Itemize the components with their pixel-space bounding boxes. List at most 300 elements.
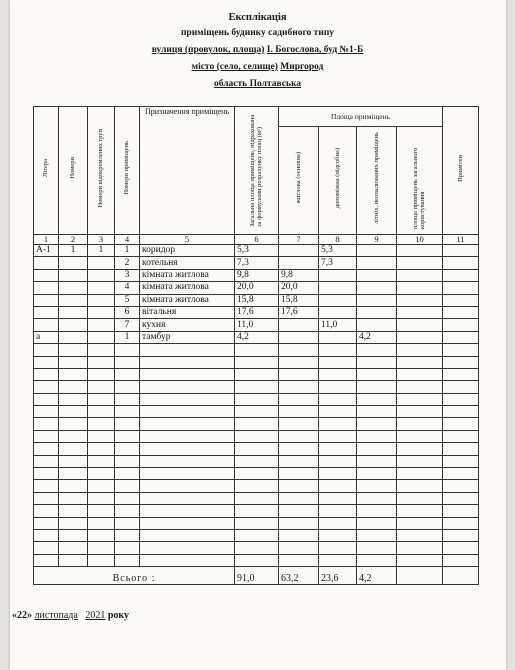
header-group-numbers: Номери відокремлених груп <box>88 107 115 235</box>
cell-aux <box>319 331 357 343</box>
cell-empty <box>115 430 140 442</box>
cell-empty <box>235 356 279 368</box>
cell-summer <box>357 257 397 269</box>
document-title: Експлікація <box>228 12 287 23</box>
col-number: 1 <box>34 235 59 245</box>
cell-empty <box>140 529 235 541</box>
cell-empty <box>279 368 319 380</box>
col-number: 6 <box>235 235 279 245</box>
cell-empty <box>397 393 443 405</box>
cell-empty <box>34 356 59 368</box>
cell-empty <box>357 554 397 566</box>
totals-summer: 4,2 <box>357 567 397 585</box>
cell-empty <box>319 381 357 393</box>
cell-empty <box>235 517 279 529</box>
cell-group <box>88 331 115 343</box>
cell-empty <box>397 455 443 467</box>
cell-empty <box>235 468 279 480</box>
cell-empty <box>319 430 357 442</box>
date-line <box>12 610 129 621</box>
cell-empty <box>357 455 397 467</box>
blank-row <box>34 443 479 455</box>
cell-empty <box>279 406 319 418</box>
cell-empty <box>115 542 140 554</box>
blank-row <box>34 554 479 566</box>
cell-room: 1 <box>115 331 140 343</box>
cell-empty <box>235 492 279 504</box>
cell-empty <box>59 492 88 504</box>
cell-empty <box>279 517 319 529</box>
cell-empty <box>88 406 115 418</box>
cell-empty <box>319 542 357 554</box>
cell-empty <box>88 468 115 480</box>
cell-empty <box>235 480 279 492</box>
header-area-group: Площа приміщень <box>279 107 443 127</box>
cell-group <box>88 319 115 331</box>
cell-empty <box>357 381 397 393</box>
cell-empty <box>443 517 479 529</box>
totals-total: 91,0 <box>235 567 279 585</box>
cell-summer <box>357 319 397 331</box>
cell-total: 17,6 <box>235 306 279 318</box>
cell-name: коридор <box>140 245 235 257</box>
cell-empty <box>397 505 443 517</box>
cell-empty <box>115 418 140 430</box>
cell-name: кімната житлова <box>140 269 235 281</box>
cell-empty <box>235 430 279 442</box>
cell-empty <box>140 381 235 393</box>
city-line <box>0 62 515 72</box>
cell-empty <box>34 418 59 430</box>
header-nomery: Номери <box>59 107 88 235</box>
totals-aux: 23,6 <box>319 567 357 585</box>
cell-empty <box>397 282 443 294</box>
cell-empty <box>319 393 357 405</box>
cell-empty <box>235 505 279 517</box>
cell-empty <box>397 529 443 541</box>
cell-name: вітальня <box>140 306 235 318</box>
cell-empty <box>59 368 88 380</box>
cell-empty <box>88 492 115 504</box>
cell-empty <box>279 455 319 467</box>
cell-empty <box>59 418 88 430</box>
cell-empty <box>140 393 235 405</box>
cell-empty <box>279 542 319 554</box>
cell-empty <box>115 356 140 368</box>
cell-empty <box>34 430 59 442</box>
cell-litera <box>34 306 59 318</box>
cell-aux <box>319 306 357 318</box>
cell-empty <box>443 480 479 492</box>
cell-empty <box>443 542 479 554</box>
cell-empty <box>397 294 443 306</box>
cell-empty <box>319 443 357 455</box>
blank-row <box>34 542 479 554</box>
cell-living: 20,0 <box>279 282 319 294</box>
cell-empty <box>443 492 479 504</box>
blank-row <box>34 344 479 356</box>
cell-summer <box>357 282 397 294</box>
cell-nomer <box>59 257 88 269</box>
cell-room: 3 <box>115 269 140 281</box>
cell-empty <box>357 344 397 356</box>
header-purpose: Призначення приміщень <box>140 107 235 235</box>
cell-empty <box>34 455 59 467</box>
cell-empty <box>357 356 397 368</box>
cell-empty <box>443 294 479 306</box>
cell-room: 4 <box>115 282 140 294</box>
cell-summer: 4,2 <box>357 331 397 343</box>
cell-empty <box>88 542 115 554</box>
table-row <box>34 294 479 306</box>
cell-empty <box>140 356 235 368</box>
cell-empty <box>34 443 59 455</box>
cell-empty <box>34 344 59 356</box>
cell-group: 1 <box>88 245 115 257</box>
cell-empty <box>88 344 115 356</box>
cell-living: 17,6 <box>279 306 319 318</box>
cell-empty <box>88 430 115 442</box>
cell-empty <box>88 505 115 517</box>
date-year: 2021 <box>85 610 106 621</box>
cell-empty <box>88 368 115 380</box>
cell-empty <box>59 517 88 529</box>
col-number: 8 <box>319 235 357 245</box>
cell-empty <box>357 393 397 405</box>
blank-row <box>34 455 479 467</box>
cell-aux <box>319 282 357 294</box>
cell-empty <box>115 517 140 529</box>
header-room-numbers: Номери приміщень <box>115 107 140 235</box>
cell-empty <box>443 257 479 269</box>
cell-nomer <box>59 319 88 331</box>
cell-empty <box>140 368 235 380</box>
table-row <box>34 245 479 257</box>
cell-empty <box>115 406 140 418</box>
cell-empty <box>357 542 397 554</box>
cell-empty <box>443 245 479 257</box>
document-subtitle: приміщень будинку садибного типу <box>180 28 335 38</box>
totals-row <box>34 567 479 585</box>
cell-empty <box>397 492 443 504</box>
cell-empty <box>34 517 59 529</box>
cell-summer <box>357 245 397 257</box>
cell-total: 9,8 <box>235 269 279 281</box>
cell-summer <box>357 294 397 306</box>
cell-empty <box>34 492 59 504</box>
cell-empty <box>279 344 319 356</box>
cell-empty <box>443 282 479 294</box>
header-total-area: Загальна площа приміщень, підрахована за формулами розрахунку площ (м²) <box>235 107 279 235</box>
cell-empty <box>397 517 443 529</box>
cell-empty <box>443 356 479 368</box>
street-value: І. Богослова, буд №1-Б <box>266 45 364 55</box>
cell-aux <box>319 294 357 306</box>
cell-empty <box>357 430 397 442</box>
date-suffix: року <box>107 610 130 621</box>
cell-empty <box>140 344 235 356</box>
table-row <box>34 269 479 281</box>
cell-empty <box>235 406 279 418</box>
cell-group <box>88 294 115 306</box>
totals-notes <box>443 567 479 585</box>
cell-empty <box>397 245 443 257</box>
cell-empty <box>59 554 88 566</box>
col-number: 10 <box>397 235 443 245</box>
cell-name: кімната житлова <box>140 282 235 294</box>
cell-empty <box>397 406 443 418</box>
cell-empty <box>279 554 319 566</box>
table-row <box>34 331 479 343</box>
cell-living <box>279 245 319 257</box>
cell-empty <box>34 554 59 566</box>
cell-empty <box>235 368 279 380</box>
cell-living: 9,8 <box>279 269 319 281</box>
cell-empty <box>443 505 479 517</box>
explication-table <box>33 106 479 585</box>
cell-empty <box>140 430 235 442</box>
cell-empty <box>115 381 140 393</box>
cell-empty <box>235 542 279 554</box>
cell-empty <box>88 356 115 368</box>
cell-empty <box>279 529 319 541</box>
cell-total: 20,0 <box>235 282 279 294</box>
table-row <box>34 306 479 318</box>
cell-living <box>279 257 319 269</box>
cell-empty <box>443 455 479 467</box>
cell-empty <box>115 480 140 492</box>
cell-empty <box>319 368 357 380</box>
cell-empty <box>443 393 479 405</box>
cell-empty <box>357 443 397 455</box>
cell-empty <box>357 368 397 380</box>
cell-litera <box>34 257 59 269</box>
table-body <box>34 245 479 567</box>
cell-empty <box>235 344 279 356</box>
cell-empty <box>279 393 319 405</box>
totals-label: Всього : <box>34 567 235 585</box>
cell-empty <box>397 356 443 368</box>
header-auxiliary: допоміжна (підсобна) <box>319 127 357 235</box>
blank-row <box>34 517 479 529</box>
cell-room: 6 <box>115 306 140 318</box>
cell-empty <box>235 418 279 430</box>
header-litera: Літера <box>34 107 59 235</box>
cell-empty <box>397 257 443 269</box>
cell-empty <box>59 455 88 467</box>
cell-nomer <box>59 269 88 281</box>
cell-empty <box>397 443 443 455</box>
blank-row <box>34 393 479 405</box>
cell-empty <box>34 406 59 418</box>
cell-empty <box>319 356 357 368</box>
cell-empty <box>140 406 235 418</box>
cell-empty <box>140 554 235 566</box>
cell-empty <box>443 529 479 541</box>
cell-empty <box>357 492 397 504</box>
col-number: 2 <box>59 235 88 245</box>
blank-row <box>34 480 479 492</box>
cell-empty <box>397 319 443 331</box>
cell-empty <box>319 505 357 517</box>
cell-litera <box>34 282 59 294</box>
city-value: Миргород <box>280 62 324 72</box>
cell-aux: 11,0 <box>319 319 357 331</box>
cell-empty <box>443 306 479 318</box>
cell-empty <box>235 529 279 541</box>
header-living: житлова (основна) <box>279 127 319 235</box>
column-number-row <box>34 235 479 245</box>
cell-empty <box>397 368 443 380</box>
cell-empty <box>319 406 357 418</box>
cell-empty <box>397 418 443 430</box>
col-number: 9 <box>357 235 397 245</box>
cell-empty <box>357 480 397 492</box>
cell-empty <box>319 554 357 566</box>
cell-empty <box>319 418 357 430</box>
cell-name: тамбур <box>140 331 235 343</box>
cell-empty <box>397 430 443 442</box>
cell-empty <box>34 529 59 541</box>
cell-empty <box>59 505 88 517</box>
cell-empty <box>115 529 140 541</box>
cell-name: кухня <box>140 319 235 331</box>
cell-nomer: 1 <box>59 245 88 257</box>
date-month: листопада <box>34 610 78 621</box>
cell-empty <box>115 505 140 517</box>
cell-empty <box>279 480 319 492</box>
cell-empty <box>34 393 59 405</box>
cell-empty <box>443 468 479 480</box>
cell-empty <box>397 331 443 343</box>
cell-empty <box>235 554 279 566</box>
col-number: 3 <box>88 235 115 245</box>
cell-empty <box>443 430 479 442</box>
cell-empty <box>140 455 235 467</box>
col-number: 5 <box>140 235 235 245</box>
cell-empty <box>34 542 59 554</box>
cell-litera: А-1 <box>34 245 59 257</box>
cell-empty <box>34 505 59 517</box>
cell-empty <box>88 554 115 566</box>
cell-empty <box>115 492 140 504</box>
cell-empty <box>115 393 140 405</box>
blank-row <box>34 368 479 380</box>
cell-litera <box>34 269 59 281</box>
table-row <box>34 282 479 294</box>
cell-room: 2 <box>115 257 140 269</box>
blank-row <box>34 418 479 430</box>
col-number: 11 <box>443 235 479 245</box>
blank-row <box>34 505 479 517</box>
cell-empty <box>88 480 115 492</box>
cell-empty <box>279 505 319 517</box>
blank-row <box>34 356 479 368</box>
cell-empty <box>279 381 319 393</box>
cell-empty <box>59 406 88 418</box>
cell-empty <box>443 381 479 393</box>
cell-empty <box>397 468 443 480</box>
cell-total: 5,3 <box>235 245 279 257</box>
cell-empty <box>319 455 357 467</box>
cell-empty <box>235 393 279 405</box>
blank-row <box>34 430 479 442</box>
cell-litera: а <box>34 331 59 343</box>
cell-room: 1 <box>115 245 140 257</box>
cell-empty <box>140 480 235 492</box>
cell-empty <box>443 319 479 331</box>
cell-nomer <box>59 294 88 306</box>
cell-empty <box>115 554 140 566</box>
region-value: область Полтавська <box>213 79 302 89</box>
cell-empty <box>34 480 59 492</box>
blank-row <box>34 406 479 418</box>
cell-empty <box>397 542 443 554</box>
header-common-use: площа приміщень загального користування <box>397 127 443 235</box>
city-prefix: місто (село, селище) <box>191 62 278 72</box>
col-number: 7 <box>279 235 319 245</box>
cell-aux <box>319 269 357 281</box>
header-notes: Примітки <box>443 107 479 235</box>
cell-empty <box>357 406 397 418</box>
cell-empty <box>140 418 235 430</box>
cell-total: 11,0 <box>235 319 279 331</box>
cell-empty <box>59 529 88 541</box>
cell-living <box>279 331 319 343</box>
cell-nomer <box>59 331 88 343</box>
cell-aux: 7,3 <box>319 257 357 269</box>
cell-empty <box>279 430 319 442</box>
cell-empty <box>279 492 319 504</box>
cell-empty <box>88 381 115 393</box>
cell-empty <box>88 418 115 430</box>
region-line <box>0 79 515 89</box>
cell-room: 5 <box>115 294 140 306</box>
cell-empty <box>140 468 235 480</box>
cell-empty <box>397 306 443 318</box>
cell-empty <box>88 393 115 405</box>
cell-empty <box>397 480 443 492</box>
cell-empty <box>140 443 235 455</box>
cell-empty <box>279 468 319 480</box>
cell-empty <box>443 443 479 455</box>
cell-empty <box>357 529 397 541</box>
totals-common <box>397 567 443 585</box>
blank-row <box>34 529 479 541</box>
cell-empty <box>59 468 88 480</box>
table-row <box>34 319 479 331</box>
cell-total: 15,8 <box>235 294 279 306</box>
cell-empty <box>59 356 88 368</box>
cell-empty <box>319 492 357 504</box>
col-number: 4 <box>115 235 140 245</box>
cell-living: 15,8 <box>279 294 319 306</box>
blank-row <box>34 381 479 393</box>
totals-living: 63,2 <box>279 567 319 585</box>
cell-empty <box>319 468 357 480</box>
cell-empty <box>59 443 88 455</box>
cell-empty <box>443 406 479 418</box>
cell-summer <box>357 269 397 281</box>
cell-room: 7 <box>115 319 140 331</box>
cell-total: 7,3 <box>235 257 279 269</box>
cell-empty <box>115 368 140 380</box>
cell-total: 4,2 <box>235 331 279 343</box>
cell-empty <box>88 529 115 541</box>
cell-empty <box>319 529 357 541</box>
cell-empty <box>397 269 443 281</box>
cell-empty <box>59 542 88 554</box>
